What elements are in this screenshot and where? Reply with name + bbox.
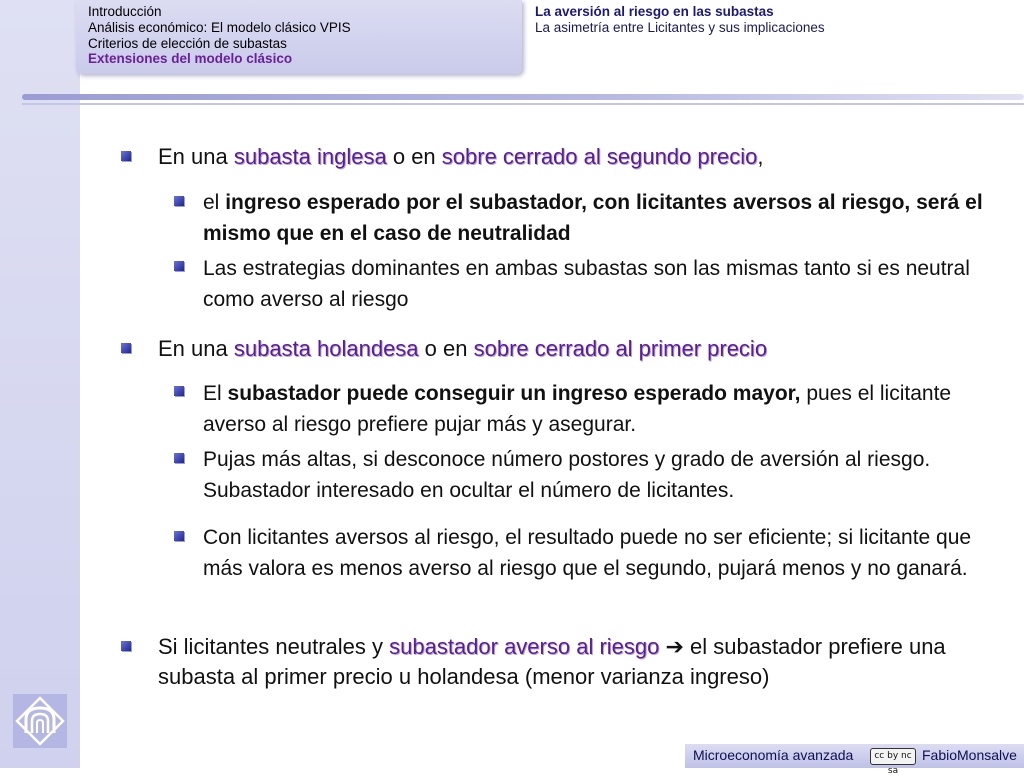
bullet-higher-revenue: El subastador puede conseguir un ingreso esperado mayor, pues el licitante averso al riesgo prefiere pujar más y asegurar. [203,382,952,436]
footer-author: FabioMonsalve [922,747,1017,763]
slide-title: La aversión al riesgo en las subastas [535,4,774,19]
nav-item-introduccion[interactable]: Introducción [88,4,162,19]
footer-course: Microeconomía avanzada [693,747,854,763]
nav-item-criterios[interactable]: Criterios de elección de subastas [88,36,287,51]
bullet-english-auction: En una subasta inglesa o en sobre cerrado al segundo precio, [158,144,764,169]
bullet-icon [121,343,131,353]
creative-commons-badge: cc by nc sa [870,748,916,765]
bullet-icon [121,641,131,651]
nav-item-extensiones[interactable]: Extensiones del modelo clásico [88,51,293,66]
bullet-icon [174,196,184,206]
bullet-dominant-strategies: Las estrategias dominantes en ambas subastas son las mismas tanto si es neutral como averso al riesgo [203,257,970,311]
footer-bar [685,744,1024,776]
bullet-icon [121,151,131,161]
bullet-higher-bids: Pujas más altas, si desconoce número postores y grado de aversión al riesgo. Subastador interesado en ocultar el número de licitantes. [203,448,931,502]
bullet-icon [174,261,184,271]
bullet-icon [174,531,184,541]
bullet-expected-revenue: el ingreso esperado por el subastador, con licitantes aversos al riesgo, será el mismo que en el caso de neutralidad [203,191,983,245]
bullet-icon [174,453,184,463]
slide-subtitle: La asimetría entre Licitantes y sus implicaciones [535,20,825,35]
arrow-right-icon: ➔ [665,634,684,659]
bullet-neutral-bidders: Si licitantes neutrales y subastador averso al riesgo ➔ el subastador prefiere una subasta al primer precio u holandesa (menor varianza ingreso) [158,634,946,689]
bullet-icon [174,386,184,396]
bullet-dutch-auction: En una subasta holandesa o en sobre cerrado al primer precio [158,336,768,361]
nav-item-analisis[interactable]: Análisis económico: El modelo clásico VPIS [88,20,351,35]
bullet-not-efficient: Con licitantes aversos al riesgo, el resultado puede no ser eficiente; si licitante que más valora es menos averso al riesgo que el segundo, pujará menos y no ganará. [203,526,972,580]
